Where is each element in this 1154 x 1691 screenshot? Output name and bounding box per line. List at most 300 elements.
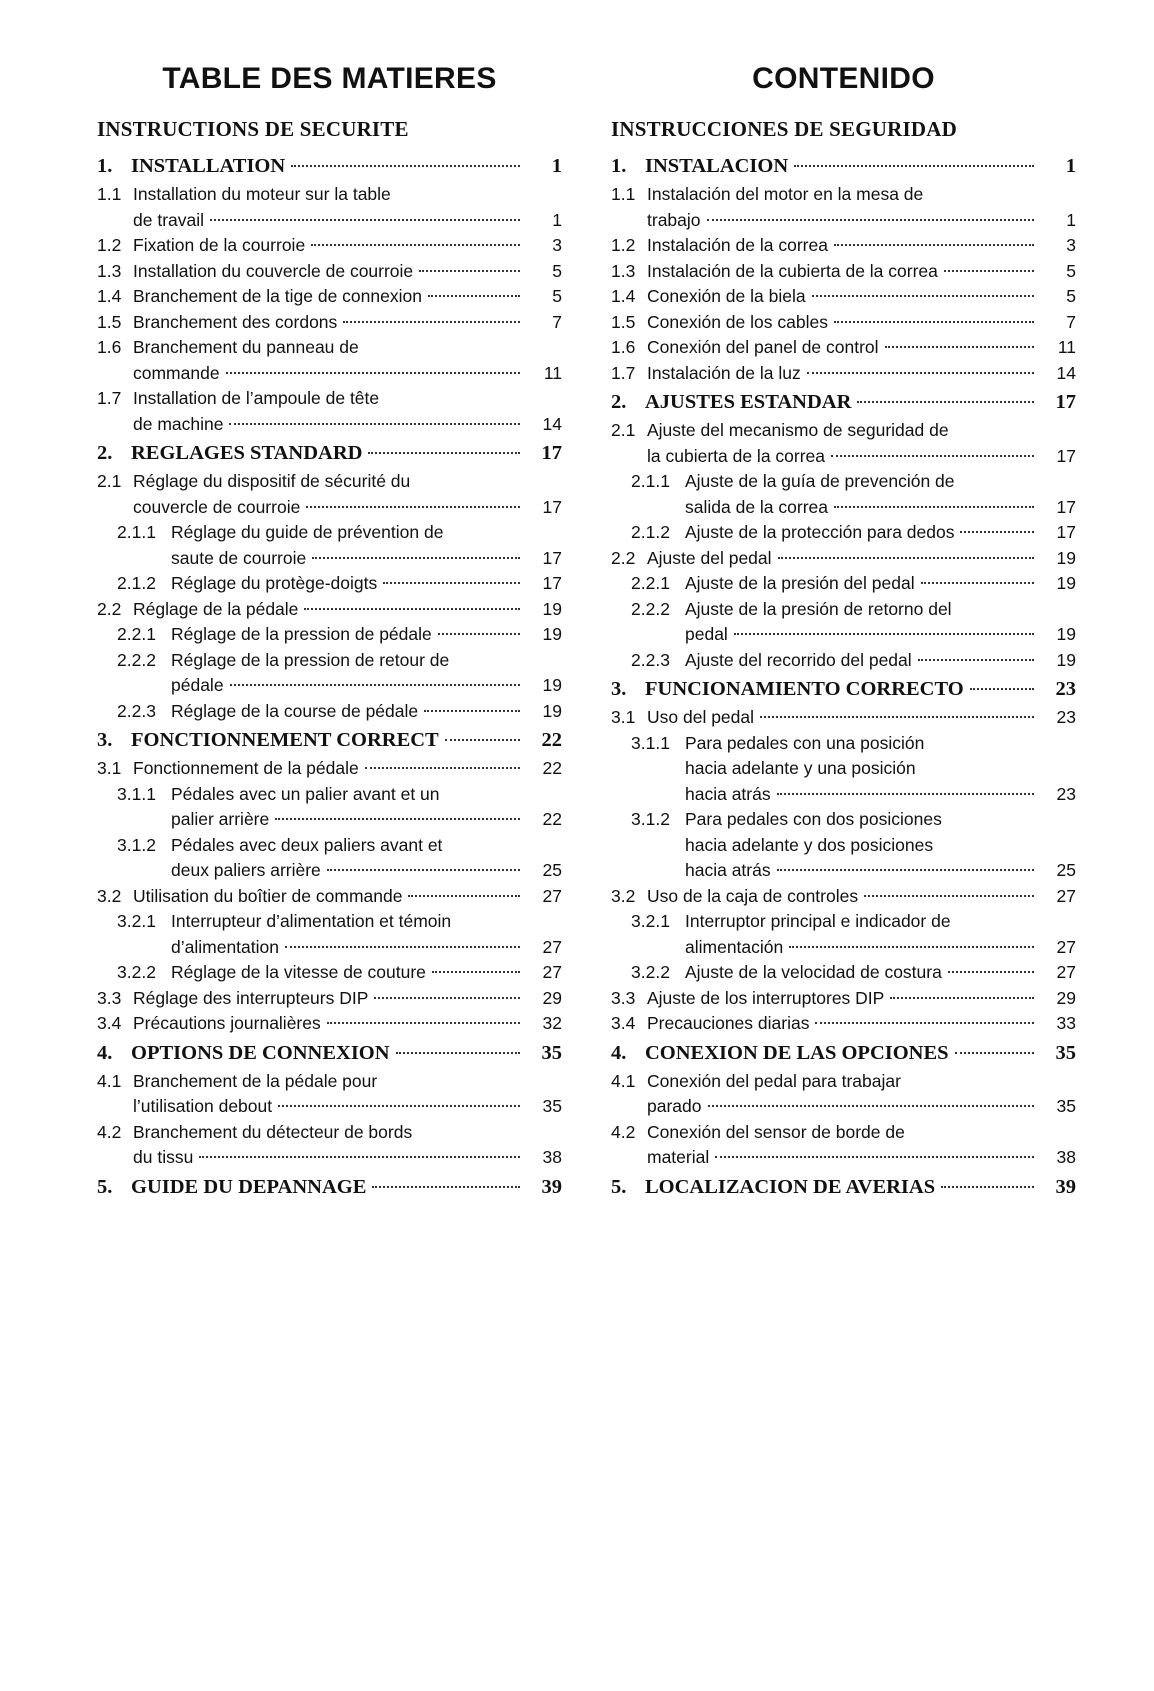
toc-entry: [97, 208, 562, 234]
dot-leader: [285, 945, 520, 948]
entry-title: Fixation de la courroie: [133, 235, 306, 255]
dot-leader: [291, 164, 520, 167]
entry-title: Uso del pedal: [647, 707, 755, 727]
entry-number: 1.5: [97, 311, 122, 332]
page-number: 25: [542, 860, 562, 880]
entry-number: 2.2.1: [117, 624, 156, 644]
toc-section-entry: [97, 437, 562, 469]
dot-leader: [834, 243, 1034, 246]
entry-number: 4.1: [97, 1070, 122, 1091]
page-number: 17: [541, 442, 562, 464]
page-number: 38: [1056, 1147, 1076, 1167]
toc-title: TABLE DES MATIERES: [162, 62, 497, 95]
toc-entry: [97, 386, 562, 412]
entry-title: AJUSTES ESTANDAR: [645, 391, 852, 413]
toc-entry: [97, 884, 562, 910]
page-number: 35: [541, 1041, 562, 1064]
page-number: 17: [1056, 445, 1076, 466]
dot-leader: [424, 709, 520, 712]
page-number: 23: [1055, 678, 1076, 700]
dot-leader: [778, 556, 1034, 559]
toc-entry: [611, 597, 1076, 623]
entry-number: 4.: [97, 1041, 113, 1064]
page-number: 17: [1056, 522, 1076, 542]
dot-leader: [918, 658, 1034, 661]
entry-number: 1.5: [611, 311, 636, 332]
dot-leader: [834, 505, 1034, 508]
dot-leader: [428, 294, 520, 297]
entry-title: Ajuste del mecanismo de seguridad de: [647, 420, 949, 440]
toc-entry: [97, 858, 562, 884]
entry-title: la cubierta de la correa: [647, 445, 826, 466]
dot-leader: [921, 581, 1034, 584]
toc-entry: [97, 807, 562, 833]
dot-leader: [438, 632, 520, 635]
entry-title: hacia atrás: [685, 860, 771, 880]
entry-number: 4.2: [611, 1121, 636, 1142]
page-number: 1: [1066, 209, 1076, 230]
entry-title: de machine: [133, 413, 224, 434]
toc-entry: [611, 807, 1076, 833]
entry-number: 3.1: [97, 758, 122, 778]
entry-number: 1.7: [97, 388, 122, 408]
entry-title: Conexión de la biela: [647, 286, 806, 306]
entry-number: 2.: [611, 391, 627, 413]
dot-leader: [365, 766, 520, 769]
dot-leader: [831, 454, 1034, 457]
toc-entry: [97, 699, 562, 725]
entry-title: Réglage de la course de pédale: [171, 700, 419, 721]
toc-entry: [611, 520, 1076, 546]
entry-number: 1.: [611, 155, 627, 177]
toc-entry: [611, 495, 1076, 521]
entry-title: Ajuste de la presión del pedal: [685, 573, 915, 593]
entry-number: 2.2: [611, 547, 636, 568]
toc-entry: [97, 469, 562, 495]
toc-entry: [611, 884, 1076, 910]
entry-number: 5.: [611, 1175, 627, 1198]
dot-leader: [229, 422, 520, 425]
page-number: 27: [542, 936, 562, 957]
page-number: 1: [552, 209, 562, 230]
entry-title: Branchement du panneau de: [133, 337, 359, 357]
entry-title: Conexión del pedal para trabajar: [647, 1070, 901, 1091]
page-number: 33: [1056, 1013, 1076, 1033]
toc-entry: [611, 622, 1076, 648]
entry-number: 1.7: [611, 362, 636, 383]
dot-leader: [807, 371, 1034, 374]
dot-leader: [777, 792, 1034, 795]
entry-title: parado: [647, 1096, 702, 1116]
entry-number: 1.4: [97, 286, 122, 306]
toc-column-french: [97, 60, 562, 1203]
dot-leader: [327, 1021, 520, 1024]
toc-entry: [611, 233, 1076, 259]
toc-entry: [611, 705, 1076, 731]
entry-title: alimentación: [685, 936, 784, 957]
page-number: 39: [541, 1175, 562, 1198]
page-number: 19: [1056, 573, 1076, 593]
entry-number: 3.1: [611, 707, 636, 727]
toc-section-entry: [611, 1037, 1076, 1069]
toc-entry: [611, 571, 1076, 597]
page-number: 19: [1056, 547, 1076, 568]
entry-title: Branchement des cordons: [133, 311, 338, 332]
entry-title: Ajuste de los interruptores DIP: [647, 987, 885, 1008]
entry-title: Ajuste del recorrido del pedal: [685, 649, 912, 670]
page-number: 38: [542, 1147, 562, 1167]
entry-title: Ajuste de la velocidad de costura: [685, 962, 942, 982]
entry-number: 3.1.2: [117, 834, 156, 855]
toc-section-entry: [97, 1037, 562, 1069]
toc-entry: [97, 909, 562, 935]
toc-section-entry: [97, 150, 562, 182]
toc-entry: [97, 622, 562, 648]
entry-title: Installation de l’ampoule de tête: [133, 388, 380, 408]
dot-leader: [306, 505, 520, 508]
entry-title: Réglage des interrupteurs DIP: [133, 987, 369, 1008]
entry-number: 2.2.3: [631, 649, 670, 670]
dot-leader: [327, 868, 520, 871]
page-number: 27: [542, 885, 562, 906]
page-number: 5: [552, 260, 562, 281]
entry-number: 3.3: [611, 987, 636, 1008]
entry-title: salida de la correa: [685, 496, 828, 517]
entry-title: Branchement de la pédale pour: [133, 1070, 378, 1091]
page-number: 11: [1057, 337, 1076, 357]
toc-list: [611, 150, 1076, 1203]
toc-entry: [611, 182, 1076, 208]
entry-title: LOCALIZACION DE AVERIAS: [645, 1175, 936, 1198]
page-number: 19: [542, 675, 562, 695]
entry-number: 3.1.1: [117, 783, 156, 804]
entry-number: 2.2.2: [631, 598, 670, 619]
entry-title: deux paliers arrière: [171, 860, 321, 880]
toc-entry: [611, 858, 1076, 884]
toc-entry: [611, 731, 1076, 757]
page-number: 14: [542, 413, 562, 434]
toc-entry: [97, 361, 562, 387]
toc-entry: [611, 310, 1076, 336]
dot-leader: [948, 970, 1034, 973]
page-number: 5: [1066, 286, 1076, 306]
dot-leader: [941, 1185, 1034, 1188]
entry-title: du tissu: [133, 1147, 194, 1167]
entry-number: 2.2.1: [631, 573, 670, 593]
toc-entry: [611, 418, 1076, 444]
entry-number: 1.2: [97, 235, 122, 255]
dot-leader: [419, 269, 520, 272]
toc-section-entry: [611, 150, 1076, 182]
page-number: 23: [1056, 783, 1076, 804]
entry-title: couvercle de courroie: [133, 496, 301, 517]
toc-entry: [97, 782, 562, 808]
entry-number: 3.1.1: [631, 732, 670, 753]
page-number: 27: [1056, 885, 1076, 906]
dot-leader: [383, 581, 520, 584]
entry-title: Instalación de la cubierta de la correa: [647, 260, 938, 281]
entry-title: material: [647, 1147, 710, 1167]
page-number: 17: [542, 547, 562, 568]
entry-number: 1.2: [611, 235, 636, 255]
dot-leader: [864, 894, 1034, 897]
toc-entry: [611, 208, 1076, 234]
page-number: 35: [542, 1096, 562, 1116]
entry-title: saute de courroie: [171, 547, 307, 568]
entry-number: 1.3: [611, 260, 636, 281]
dot-leader: [955, 1051, 1034, 1054]
page-number: 3: [552, 235, 562, 255]
entry-number: 3.2.2: [117, 962, 156, 982]
toc-entry: [97, 833, 562, 859]
toc-entry: [611, 935, 1076, 961]
entry-title: d’alimentation: [171, 936, 279, 957]
entry-title: INSTALACION: [645, 155, 789, 177]
toc-entry: [97, 284, 562, 310]
entry-title: pédale: [171, 675, 224, 695]
entry-title: Réglage de la pédale: [133, 598, 299, 619]
toc-entry: [97, 520, 562, 546]
entry-title: Interrupteur d’alimentation et témoin: [171, 911, 452, 931]
dot-leader: [777, 868, 1034, 871]
toc-entry: [611, 1145, 1076, 1171]
dot-leader: [815, 1021, 1034, 1024]
toc-entry: [611, 782, 1076, 808]
dot-leader: [708, 1104, 1035, 1107]
page-number: 39: [1055, 1175, 1076, 1198]
toc-entry: [97, 412, 562, 438]
toc-entry: [97, 756, 562, 782]
toc-section-entry: [611, 1171, 1076, 1203]
dot-leader: [210, 218, 520, 221]
toc-entry: [97, 935, 562, 961]
entry-title: Conexión del panel de control: [647, 337, 879, 357]
entry-title: Pédales avec un palier avant et un: [171, 783, 440, 804]
page-number: 27: [1056, 962, 1076, 982]
toc-entry: [611, 259, 1076, 285]
entry-title: REGLAGES STANDARD: [131, 442, 363, 464]
toc-entry: [97, 648, 562, 674]
page-number: 35: [1055, 1041, 1076, 1064]
dot-leader: [960, 530, 1034, 533]
dot-leader: [834, 320, 1034, 323]
entry-title: Installation du moteur sur la table: [133, 184, 391, 204]
dot-leader: [970, 687, 1034, 690]
toc-entry: [611, 284, 1076, 310]
page-number: 22: [541, 729, 562, 751]
entry-number: 1.1: [97, 184, 122, 204]
toc-title: CONTENIDO: [752, 62, 935, 95]
entry-title: OPTIONS DE CONNEXION: [131, 1041, 390, 1064]
page-number: 32: [542, 1013, 562, 1033]
entry-number: 3.2.1: [117, 911, 156, 931]
page-number: 29: [1056, 987, 1076, 1008]
toc-entry: [97, 1120, 562, 1146]
page-number: 22: [542, 809, 562, 829]
page-number: 19: [1056, 649, 1076, 670]
entry-title: Interruptor principal e indicador de: [685, 911, 951, 931]
toc-entry: [97, 986, 562, 1012]
toc-entry: [97, 1069, 562, 1095]
dot-leader: [368, 451, 520, 454]
dot-leader: [812, 294, 1034, 297]
toc-entry: [97, 182, 562, 208]
entry-title: CONEXION DE LAS OPCIONES: [645, 1041, 949, 1064]
dot-leader: [278, 1104, 520, 1107]
dot-leader: [275, 817, 520, 820]
entry-title: GUIDE DU DEPANNAGE: [131, 1175, 367, 1198]
page-number: 19: [542, 624, 562, 644]
entry-title: Réglage du dispositif de sécurité du: [133, 471, 411, 491]
entry-number: 3.: [611, 678, 627, 700]
page-number: 17: [1056, 496, 1076, 517]
dot-leader: [372, 1185, 520, 1188]
entry-number: 3.: [97, 729, 113, 751]
entry-title: Réglage du guide de prévention de: [171, 522, 444, 542]
entry-title: Para pedales con dos posiciones: [685, 809, 942, 829]
entry-title: Branchement du détecteur de bords: [133, 1121, 413, 1142]
page-number: 25: [1056, 860, 1076, 880]
entry-number: 1.4: [611, 286, 636, 306]
toc-section-entry: [97, 724, 562, 756]
entry-number: 3.1.2: [631, 809, 670, 829]
page-number: 35: [1056, 1096, 1076, 1116]
dot-leader: [312, 556, 520, 559]
page-number: 27: [1056, 936, 1076, 957]
dot-leader: [890, 996, 1034, 999]
toc-list: [97, 150, 562, 1203]
toc-entry: [97, 259, 562, 285]
toc-entry: [611, 1011, 1076, 1037]
entry-title: Réglage de la vitesse de couture: [171, 962, 426, 982]
toc-entry: [97, 1094, 562, 1120]
dot-leader: [396, 1051, 520, 1054]
dot-leader: [199, 1155, 520, 1158]
toc-entry: [611, 960, 1076, 986]
entry-title: FONCTIONNEMENT CORRECT: [131, 729, 439, 751]
dot-leader: [343, 320, 520, 323]
dot-leader: [311, 243, 520, 246]
entry-title: Ajuste de la guía de prevención de: [685, 471, 955, 491]
page-number: 29: [542, 987, 562, 1008]
entry-number: 2.1: [611, 420, 636, 440]
entry-title: hacia adelante y dos posiciones: [685, 834, 934, 855]
entry-title: hacia atrás: [685, 783, 771, 804]
entry-title: Precauciones diarias: [647, 1013, 810, 1033]
dot-leader: [445, 738, 520, 741]
toc-section-entry: [97, 1171, 562, 1203]
entry-number: 3.4: [611, 1013, 636, 1033]
entry-title: l’utilisation debout: [133, 1096, 273, 1116]
toc-column-spanish: [611, 60, 1076, 1203]
entry-title: Instalación del motor en la mesa de: [647, 184, 924, 204]
dot-leader: [374, 996, 520, 999]
toc-entry: [97, 673, 562, 699]
toc-entry: [97, 495, 562, 521]
entry-number: 1.3: [97, 260, 122, 281]
entry-number: 2.1: [97, 471, 122, 491]
page-number: 19: [542, 700, 562, 721]
entry-number: 3.4: [97, 1013, 122, 1033]
page-number: 7: [1066, 311, 1076, 332]
toc-entry: [611, 1069, 1076, 1095]
dot-leader: [304, 607, 520, 610]
entry-number: 2.2.3: [117, 700, 156, 721]
toc-entry: [97, 335, 562, 361]
entry-title: Para pedales con una posición: [685, 732, 925, 753]
safety-heading: INSTRUCCIONES DE SEGURIDAD: [611, 117, 957, 141]
entry-title: Pédales avec deux paliers avant et: [171, 834, 443, 855]
toc-entry: [611, 986, 1076, 1012]
toc-entry: [611, 909, 1076, 935]
toc-entry: [97, 233, 562, 259]
entry-title: palier arrière: [171, 809, 270, 829]
entry-title: FUNCIONAMIENTO CORRECTO: [645, 678, 964, 700]
entry-title: Conexión del sensor de borde de: [647, 1121, 905, 1142]
entry-number: 4.1: [611, 1070, 636, 1091]
entry-title: Installation du couvercle de courroie: [133, 260, 414, 281]
toc-entry: [611, 833, 1076, 859]
toc-entry: [97, 960, 562, 986]
entry-title: Réglage de la pression de pédale: [171, 624, 432, 644]
toc-entry: [611, 335, 1076, 361]
page-number: 17: [1055, 391, 1076, 413]
entry-title: Fonctionnement de la pédale: [133, 758, 359, 778]
toc-entry: [97, 1145, 562, 1171]
dot-leader: [885, 345, 1034, 348]
toc-entry: [97, 1011, 562, 1037]
dot-leader: [432, 970, 520, 973]
page-number: 19: [542, 598, 562, 619]
entry-number: 2.1.1: [117, 522, 156, 542]
page-number: 1: [1065, 155, 1076, 177]
entry-title: Ajuste de la presión de retorno del: [685, 598, 952, 619]
entry-number: 3.2.1: [631, 911, 670, 931]
entry-number: 1.6: [611, 337, 636, 357]
toc-entry: [611, 756, 1076, 782]
toc-section-entry: [611, 673, 1076, 705]
entry-title: Instalación de la correa: [647, 235, 828, 255]
entry-number: 3.3: [97, 987, 122, 1008]
entry-number: 4.2: [97, 1121, 122, 1142]
toc-entry: [611, 444, 1076, 470]
entry-title: hacia adelante y una posición: [685, 758, 916, 778]
entry-title: Ajuste del pedal: [647, 547, 772, 568]
page-number: 5: [552, 286, 562, 306]
entry-title: Ajuste de la protección para dedos: [685, 522, 955, 542]
entry-number: 2.1.1: [631, 471, 670, 491]
page-number: 23: [1056, 707, 1076, 727]
dot-leader: [760, 715, 1034, 718]
entry-number: 5.: [97, 1175, 113, 1198]
toc-entry: [611, 1120, 1076, 1146]
toc-entry: [611, 1094, 1076, 1120]
entry-number: 3.2: [611, 885, 636, 906]
entry-title: Réglage de la pression de retour de: [171, 649, 450, 670]
entry-title: trabajo: [647, 209, 701, 230]
dot-leader: [408, 894, 520, 897]
page-number: 7: [552, 311, 562, 332]
entry-title: Instalación de la luz: [647, 362, 801, 383]
toc-entry: [611, 546, 1076, 572]
dot-leader: [944, 269, 1034, 272]
dot-leader: [226, 371, 520, 374]
page-number: 27: [542, 962, 562, 982]
entry-number: 2.2: [97, 598, 122, 619]
entry-title: Conexión de los cables: [647, 311, 828, 332]
toc-section-entry: [611, 386, 1076, 418]
page-number: 19: [1056, 624, 1076, 644]
